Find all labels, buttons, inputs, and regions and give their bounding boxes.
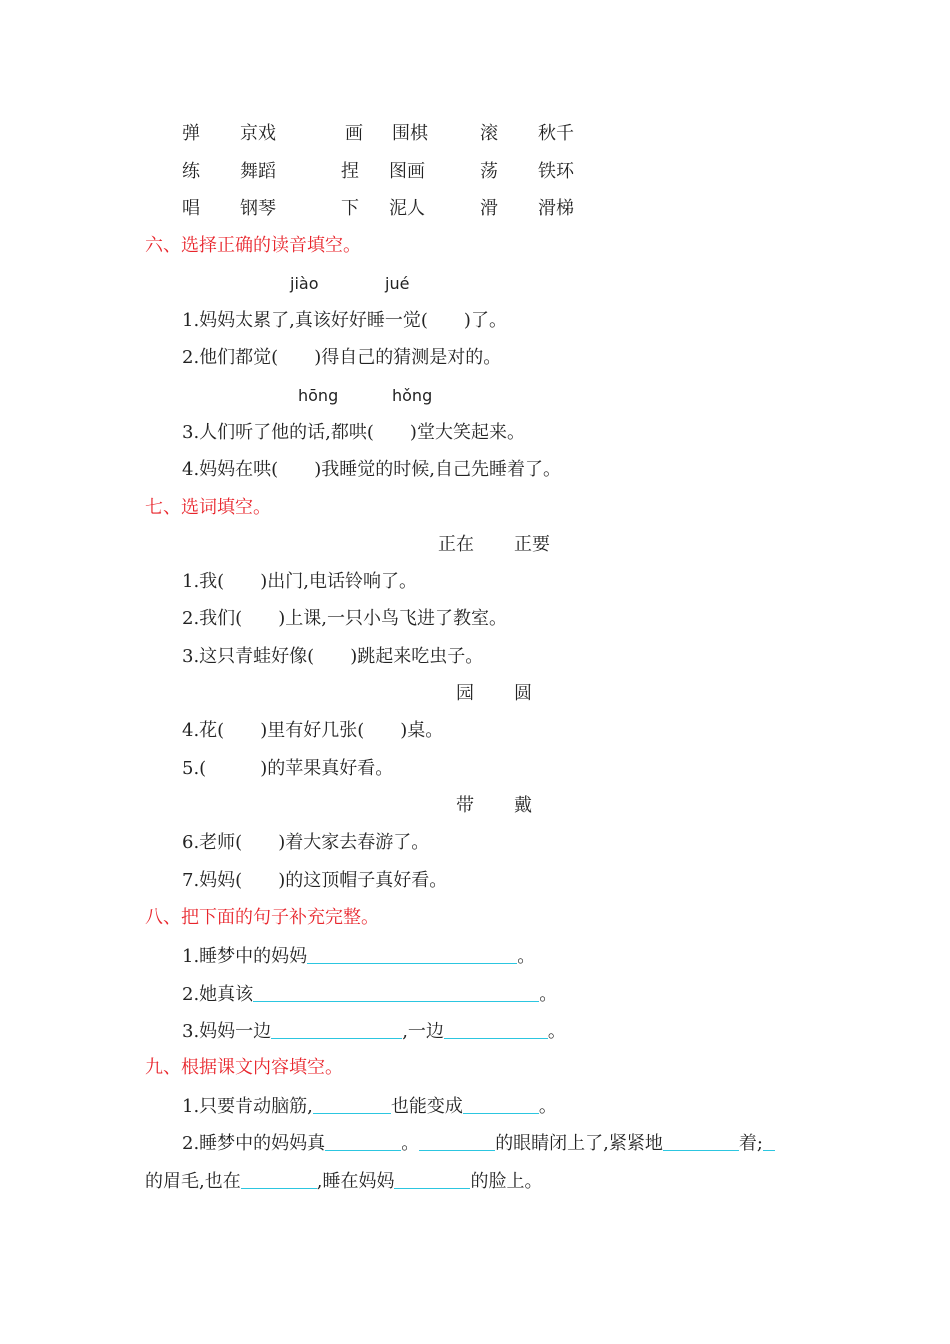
question: 3.人们听了他的话,都哄( )堂大笑起来。 bbox=[182, 422, 525, 443]
match-cell: 滚 bbox=[480, 123, 498, 144]
answer-blank[interactable] bbox=[444, 1018, 548, 1039]
question-text: 2.睡梦中的妈妈真 bbox=[182, 1133, 326, 1154]
question-text: 。 bbox=[539, 984, 558, 1005]
match-cell: 京戏 bbox=[240, 123, 276, 144]
answer-blank[interactable] bbox=[307, 943, 517, 964]
question bbox=[182, 1018, 566, 1044]
answer-blank[interactable] bbox=[763, 1130, 775, 1151]
word-option: 圆 bbox=[514, 683, 532, 704]
question bbox=[182, 1093, 557, 1119]
match-cell: 画 bbox=[345, 123, 363, 144]
match-cell: 图画 bbox=[389, 161, 425, 182]
question: 7.妈妈( )的这顶帽子真好看。 bbox=[182, 870, 448, 891]
question-text: ,一边 bbox=[402, 1021, 444, 1042]
match-cell: 唱 bbox=[182, 198, 200, 219]
answer-blank[interactable] bbox=[253, 981, 539, 1002]
section-9-title: 九、根据课文内容填空。 bbox=[145, 1057, 343, 1078]
word-option: 正在 bbox=[438, 534, 474, 555]
pinyin-option: jiào bbox=[290, 274, 319, 293]
question-continuation bbox=[145, 1168, 542, 1194]
question: 5.( )的苹果真好看。 bbox=[182, 758, 394, 779]
question: 2.他们都觉( )得自己的猜测是对的。 bbox=[182, 347, 502, 368]
pinyin-option: hǒng bbox=[392, 386, 433, 405]
question-text: 1.睡梦中的妈妈 bbox=[182, 946, 308, 967]
section-8-title: 八、把下面的句子补充完整。 bbox=[145, 907, 379, 928]
match-cell: 滑梯 bbox=[538, 198, 574, 219]
match-cell: 练 bbox=[182, 161, 200, 182]
question: 1.我( )出门,电话铃响了。 bbox=[182, 571, 417, 592]
word-option: 园 bbox=[456, 683, 474, 704]
question-text: 。 bbox=[401, 1133, 420, 1154]
word-option: 带 bbox=[456, 795, 474, 816]
question-text: 。 bbox=[547, 1021, 566, 1042]
match-cell: 铁环 bbox=[538, 161, 574, 182]
section-7-title: 七、选词填空。 bbox=[145, 497, 271, 518]
question: 4.花( )里有好几张( )桌。 bbox=[182, 720, 444, 741]
section-6-title: 六、选择正确的读音填空。 bbox=[145, 235, 361, 256]
question bbox=[182, 981, 557, 1007]
question: 6.老师( )着大家去春游了。 bbox=[182, 832, 430, 853]
match-cell: 围棋 bbox=[392, 123, 428, 144]
question-text: 3.妈妈一边 bbox=[182, 1021, 272, 1042]
question-text: 的眉毛,也在 bbox=[145, 1171, 241, 1192]
answer-blank[interactable] bbox=[241, 1168, 317, 1189]
question-text: 也能变成 bbox=[390, 1096, 463, 1117]
question: 4.妈妈在哄( )我睡觉的时候,自己先睡着了。 bbox=[182, 459, 561, 480]
match-cell: 舞蹈 bbox=[240, 161, 276, 182]
pinyin-option: jué bbox=[385, 274, 410, 293]
match-cell: 下 bbox=[341, 198, 359, 219]
word-option: 戴 bbox=[514, 795, 532, 816]
question-text: 的眼睛闭上了,紧紧地 bbox=[495, 1133, 663, 1154]
question-text: 2.她真该 bbox=[182, 984, 254, 1005]
answer-blank[interactable] bbox=[663, 1130, 739, 1151]
question bbox=[182, 1130, 775, 1156]
answer-blank[interactable] bbox=[419, 1130, 495, 1151]
question-text: ,睡在妈妈 bbox=[316, 1171, 395, 1192]
question: 3.这只青蛙好像( )跳起来吃虫子。 bbox=[182, 646, 484, 667]
answer-blank[interactable] bbox=[313, 1093, 391, 1114]
question-text: 的脸上。 bbox=[470, 1171, 543, 1192]
match-cell: 钢琴 bbox=[240, 198, 276, 219]
match-cell: 泥人 bbox=[389, 198, 425, 219]
question-text: 。 bbox=[538, 1096, 557, 1117]
question bbox=[182, 943, 535, 969]
question: 2.我们( )上课,一只小鸟飞进了教室。 bbox=[182, 608, 507, 629]
question-text: 1.只要肯动脑筋, bbox=[182, 1096, 313, 1117]
question-text: 着; bbox=[738, 1133, 763, 1154]
match-cell: 秋千 bbox=[538, 123, 574, 144]
answer-blank[interactable] bbox=[394, 1168, 470, 1189]
match-cell: 捏 bbox=[341, 161, 359, 182]
question-text: 。 bbox=[517, 946, 536, 967]
word-option: 正要 bbox=[514, 534, 550, 555]
match-cell: 荡 bbox=[480, 161, 498, 182]
match-cell: 滑 bbox=[480, 198, 498, 219]
answer-blank[interactable] bbox=[325, 1130, 401, 1151]
question: 1.妈妈太累了,真该好好睡一觉( )了。 bbox=[182, 310, 507, 331]
match-cell: 弹 bbox=[182, 123, 200, 144]
answer-blank[interactable] bbox=[271, 1018, 402, 1039]
answer-blank[interactable] bbox=[463, 1093, 539, 1114]
pinyin-option: hōng bbox=[298, 386, 339, 405]
